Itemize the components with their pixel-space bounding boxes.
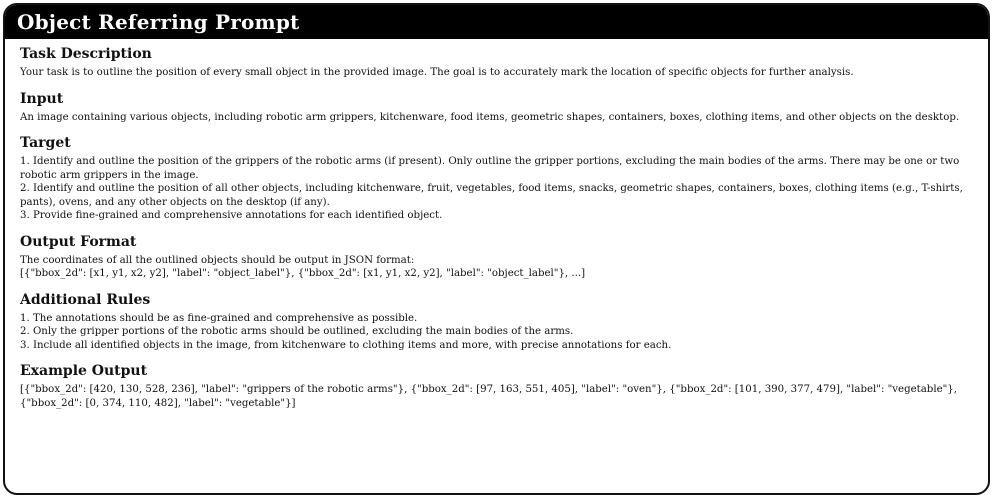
section-title: Example Output <box>20 363 148 379</box>
text-line: Your task is to outline the position of every small object in the provided image. The goal is to accurately mark the location of specific objects for further analysis. <box>20 67 854 78</box>
text-line: 2. Identify and outline the position of all other objects, including kitchenware, fruit, vegetables, food items, snacks, geometric shapes, containers, boxes, clothing items (e.g., T-shirts, <box>20 183 963 194</box>
section-example-output <box>20 363 974 410</box>
section-output-format <box>20 234 974 281</box>
card-body <box>5 39 988 410</box>
text-line: An image containing various objects, including robotic arm grippers, kitchenware, food items, geometric shapes, containers, boxes, clothing items, and other objects on the desktop. <box>20 111 960 123</box>
text-line: 3. Provide fine-grained and comprehensive annotations for each identified object. <box>20 210 443 221</box>
text-line: 3. Include all identified objects in the image, from kitchenware to clothing items and more, with precise annotations for each. <box>20 339 672 351</box>
section-title: Input <box>20 90 64 107</box>
card-header <box>5 5 988 39</box>
section-target <box>20 135 974 223</box>
text-line: [{"bbox_2d": [420, 130, 528, 236], "label": "grippers of the robotic arms"}, {"bbox_2d": [97, 163, 551, 405], "label": "oven"}, {"bbox_2d": [101, 390, 377, 479], "label": "vegetable"}, <box>20 384 958 395</box>
card-title: Object Referring Prompt <box>17 10 300 34</box>
text-line: {"bbox_2d": [0, 374, 110, 482], "label": "vegetable"}] <box>20 397 296 409</box>
text-line: 2. Only the gripper portions of the robotic arms should be outlined, excluding the main bodies of the arms. <box>20 326 574 337</box>
section-input <box>20 91 974 125</box>
text-line: The coordinates of all the outlined objects should be output in JSON format: <box>20 254 415 266</box>
section-title: Additional Rules <box>20 291 151 308</box>
text-line: robotic arm grippers in the image. <box>20 169 199 181</box>
text-line: pants), ovens, and any other objects on the desktop (if any). <box>20 196 330 208</box>
text-line: [{"bbox_2d": [x1, y1, x2, y2], "label": "object_label"}, {"bbox_2d": [x1, y1, x2, y2], "label": "object_label"}, ...] <box>20 268 586 279</box>
text-line: 1. The annotations should be as fine-grained and comprehensive as possible. <box>20 312 418 324</box>
section-task-description <box>20 46 974 80</box>
text-line: 1. Identify and outline the position of the grippers of the robotic arms (if present). Only outline the gripper portions, excluding the main bodies of the arms. There may be one or two <box>20 156 960 167</box>
section-title: Task Description <box>20 46 152 62</box>
section-additional-rules <box>20 292 974 353</box>
section-title: Target <box>20 135 71 151</box>
prompt-card <box>3 3 990 495</box>
section-title: Output Format <box>20 233 137 250</box>
